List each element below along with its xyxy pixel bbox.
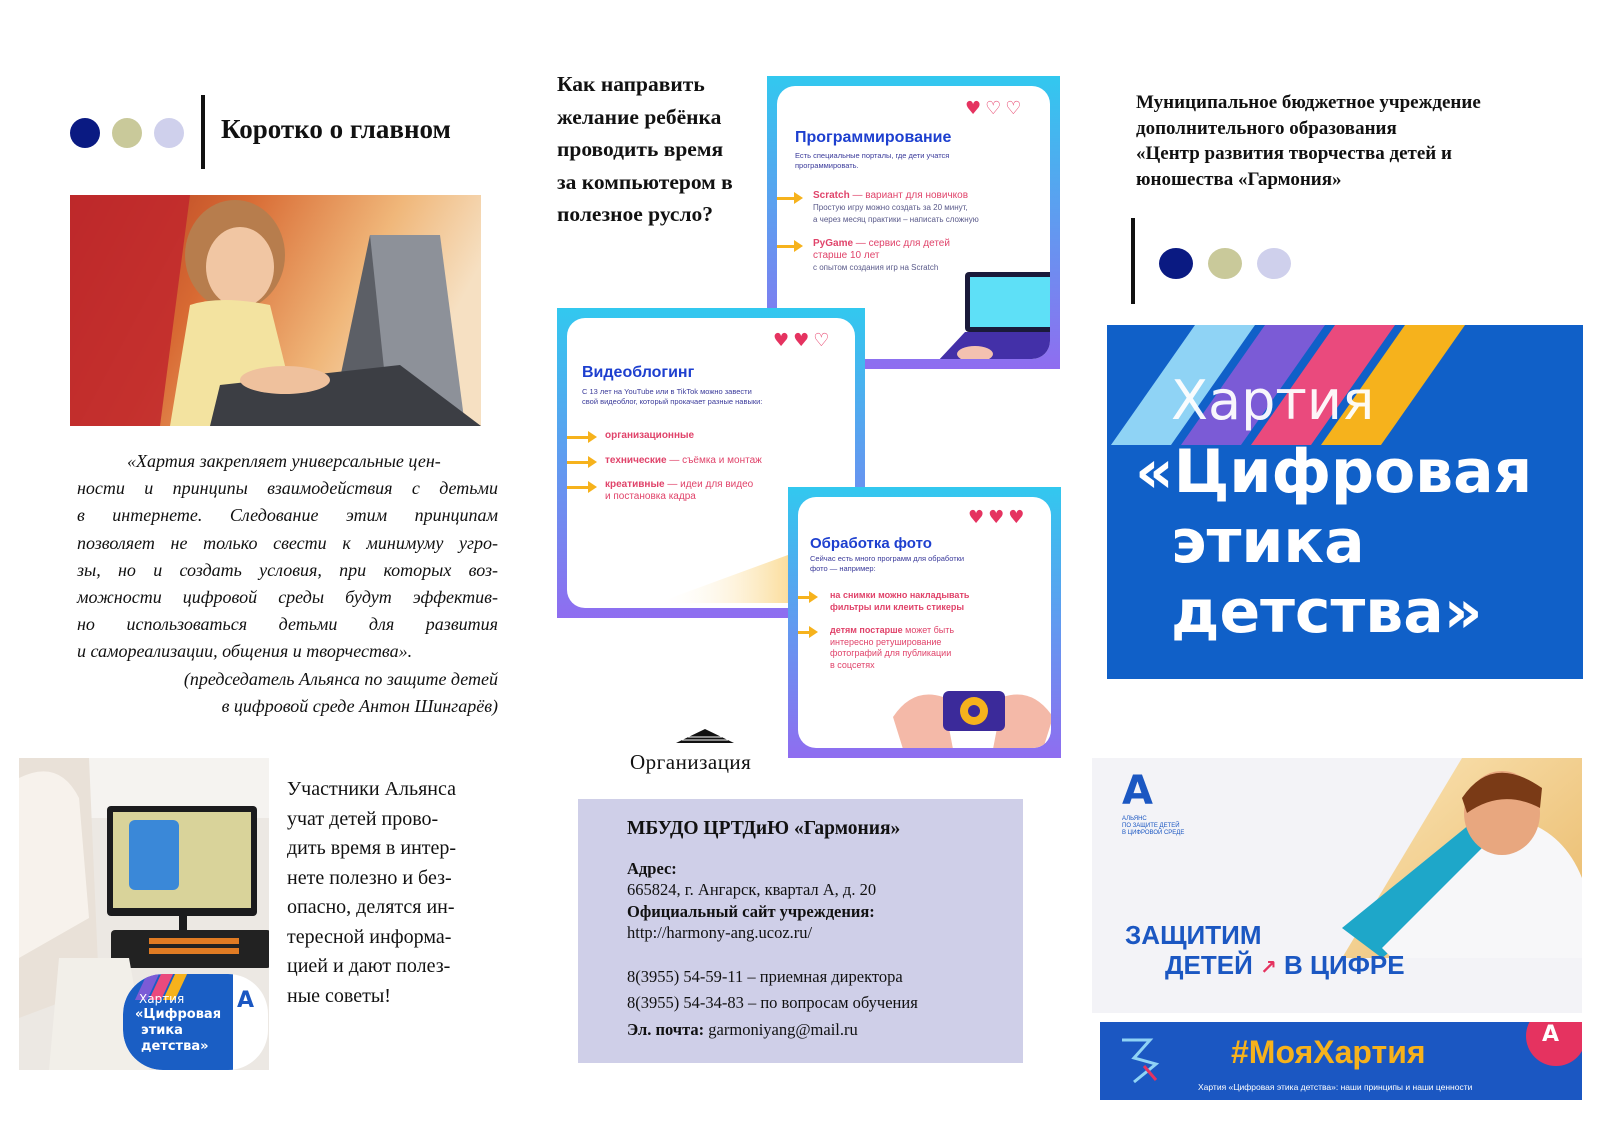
email-label: Эл. почта: <box>627 1019 705 1039</box>
item-sub: Простую игру можно создать за 20 минут, <box>813 203 968 212</box>
slogan-word: ДЕТЕЙ <box>1165 950 1253 980</box>
item-bold: креативные <box>605 479 665 490</box>
sub-line: фото — например: <box>810 564 876 573</box>
members-line: тересной информа- <box>287 925 452 948</box>
members-line: цией и дают полез- <box>287 955 451 977</box>
question-line: желание ребёнка <box>557 104 722 129</box>
dot-lavender <box>154 118 184 148</box>
org-name: МБУДО ЦРТДиЮ «Гармония» <box>627 818 901 839</box>
dot-navy <box>70 118 100 148</box>
item-line: старше 10 лет <box>813 250 880 261</box>
email-row <box>627 1019 999 1041</box>
sub-line: С 13 лет на YouTube или в TikTok можно завести <box>582 387 752 396</box>
quote-line: но использоваться детьми для развития <box>77 614 498 635</box>
hashtag: #МояХартия <box>1231 1034 1426 1070</box>
card-photo-item1 <box>830 590 969 613</box>
alliance-logo-text <box>1122 816 1184 837</box>
banner-line2: этика <box>1171 507 1365 577</box>
sticker-line3: этика <box>141 1023 183 1038</box>
child-computer-photo <box>19 758 269 1070</box>
quote-author <box>77 666 498 720</box>
sub-line: Есть специальные порталы, где дети учатся <box>795 151 950 160</box>
quote-line: ности и принципы взаимодействия с детьми <box>77 478 498 499</box>
item-line: интересно ретуширование <box>830 636 942 647</box>
sub-line: Сейчас есть много программ для обработки <box>810 554 965 563</box>
heading-divider <box>201 95 205 169</box>
item-text: — идеи для видео <box>664 479 754 490</box>
arrow-icon <box>567 486 593 489</box>
item-line: и постановка кадра <box>605 491 696 502</box>
arrow-icon <box>777 197 799 200</box>
slogan-line2 <box>1165 950 1405 981</box>
card-photo-inner <box>798 497 1051 748</box>
charter-banner <box>1107 325 1583 679</box>
question-line: Как направить <box>557 72 705 96</box>
section-heading: Коротко о главном <box>221 114 451 144</box>
arrow-icon <box>567 461 593 464</box>
quote-author-line: в цифровой среде Антон Шингарёв) <box>221 696 498 716</box>
members-line: учат детей прово- <box>287 807 439 830</box>
card-photo-sub <box>810 554 964 574</box>
dot-lavender <box>1257 248 1291 279</box>
card-video-item1 <box>605 430 694 442</box>
sticker-line4: детства» <box>141 1039 209 1054</box>
item-sub: а через месяц практики – написать сложную <box>813 215 979 224</box>
card-programming-hearts: ♥♡♡ <box>965 98 1026 119</box>
alliance-promo <box>1092 758 1582 1013</box>
members-line: нете полезно и без- <box>287 866 452 889</box>
sub-line: свой видеоблог, который прокачает разные навыки: <box>582 397 763 406</box>
arrow-icon <box>777 245 799 248</box>
item-text: — съёмка и монтаж <box>666 455 762 466</box>
institution-line: Муниципальное бюджетное учреждение <box>1136 92 1481 113</box>
site-label: Официальный сайт учреждения: <box>627 901 875 921</box>
site-link[interactable]: http://harmony-ang.ucoz.ru/ <box>627 923 813 942</box>
card-programming-item1 <box>813 190 979 226</box>
banner-line3: детства» <box>1171 577 1483 647</box>
item-bold: фильтры или клеить стикеры <box>830 601 965 612</box>
item-line: фотографий для публикации <box>830 648 952 658</box>
institution-line: «Центр развития творчества детей и <box>1136 143 1452 164</box>
sub-line: программировать. <box>795 161 859 170</box>
phone-director: 8(3955) 54-59-11 – приемная директора <box>627 966 903 986</box>
members-line: Участники Альянса <box>287 778 456 800</box>
quote-line: позволяет не только свести к минимуму угро- <box>77 532 498 553</box>
item-bold: технические <box>605 455 667 466</box>
logo-text-line: АЛЬЯНС <box>1122 816 1147 822</box>
item-bold: на снимки можно накладывать <box>830 590 970 600</box>
slogan-line1: ЗАЩИТИМ <box>1125 920 1262 950</box>
arrow-up-right-icon: ↗ <box>1260 955 1277 979</box>
sticker-line1: Хартия <box>139 992 185 1006</box>
laptop-illustration <box>917 264 1050 359</box>
item-sub: с опытом создания игр на Scratch <box>813 263 939 272</box>
item-line: в соцсетях <box>830 659 875 670</box>
quote-line: и самореализации, общения и творчества». <box>77 641 413 662</box>
question-heading <box>557 68 767 231</box>
card-video-title: Видеоблогинг <box>582 364 695 381</box>
institution-line: дополнительного образования <box>1136 117 1397 139</box>
banner-line1: «Цифровая <box>1135 437 1533 507</box>
institution-name <box>1136 90 1576 192</box>
email-link[interactable]: garmoniyang@mail.ru <box>708 1019 858 1039</box>
alliance-badge <box>1526 1022 1582 1066</box>
item-text: — вариант для новичков <box>849 190 969 201</box>
sticker-alliance-logo: A <box>237 988 255 1013</box>
members-line: дить время в интер- <box>287 837 457 859</box>
card-video-hearts: ♥♥♡ <box>773 330 834 351</box>
question-line: полезное русло? <box>557 202 714 226</box>
card-photo-item2 <box>830 625 954 671</box>
charter-quote <box>77 448 498 666</box>
tagline-caption: Хартия «Цифровая этика детства»: наши принципы и наши ценности <box>1198 1082 1473 1092</box>
quote-line: в интернете. Следование этим принципам <box>77 505 498 526</box>
arrow-icon <box>798 631 814 634</box>
institution-line: юношества «Гармония» <box>1136 168 1342 190</box>
arrow-icon <box>798 596 814 599</box>
dot-olive <box>1208 248 1242 279</box>
alliance-logo: A <box>1122 768 1153 814</box>
quote-author-line: (председатель Альянса по защите детей <box>183 669 498 689</box>
card-video-item2 <box>605 455 762 467</box>
item-text: — сервис для детей <box>853 238 950 249</box>
girl-laptop-photo <box>70 195 481 426</box>
question-line: проводить время <box>557 137 724 161</box>
members-line: ные советы! <box>287 984 391 1007</box>
address-label: Адрес: <box>627 858 677 878</box>
item-text: может быть <box>902 625 955 635</box>
charter-sticker <box>123 974 268 1070</box>
triangle-mark-icon <box>676 729 734 743</box>
members-line: опасно, делятся ин- <box>287 896 455 918</box>
child-peeking-illustration <box>1342 758 1582 958</box>
card-photo <box>788 487 1061 758</box>
sticker-line2: «Цифровая <box>135 1007 222 1022</box>
card-video-sub <box>582 387 762 407</box>
camera-hands-illustration <box>893 677 1051 748</box>
item-bold: детям постарше <box>830 625 903 635</box>
dot-navy <box>1159 248 1193 279</box>
arrow-icon <box>567 436 593 439</box>
slogan-word: В ЦИФРЕ <box>1284 950 1405 980</box>
quote-line: можности цифровой среды будут эффектив- <box>77 587 498 608</box>
logo-text-line: В ЦИФРОВОЙ СРЕДЕ <box>1122 830 1185 836</box>
org-label: Организация <box>630 750 752 774</box>
banner-hartiya: Хартия <box>1171 369 1375 432</box>
item-bold: PyGame <box>813 238 854 249</box>
org-contact-box <box>578 799 1023 1063</box>
right-divider <box>1131 218 1135 304</box>
phone-education: 8(3955) 54-34-83 – по вопросам обучения <box>627 993 918 1012</box>
quote-line: зы, но и создать условия, при которых воз- <box>77 559 498 580</box>
card-photo-title: Обработка фото <box>810 535 932 552</box>
quote-line: «Хартия закрепляет универсальные цен- <box>127 451 441 471</box>
members-text <box>287 775 487 1011</box>
dot-olive <box>112 118 142 148</box>
item-bold: Scratch <box>813 190 850 201</box>
my-charter-banner <box>1100 1022 1582 1100</box>
card-programming-sub <box>795 151 949 171</box>
address-value: 665824, г. Ангарск, квартал А, д. 20 <box>627 880 877 899</box>
card-video-item3 <box>605 479 753 503</box>
item-bold: организационные <box>605 430 695 441</box>
lightning-arrow-icon <box>1120 1036 1164 1084</box>
card-programming-title: Программирование <box>795 129 952 146</box>
girl-laptop-illustration <box>70 195 481 426</box>
alliance-badge-letter: A <box>1542 1022 1560 1047</box>
logo-text-line: ПО ЗАЩИТЕ ДЕТЕЙ <box>1122 823 1180 829</box>
card-photo-hearts: ♥♥♥ <box>968 507 1029 528</box>
question-line: за компьютером в <box>557 169 733 194</box>
